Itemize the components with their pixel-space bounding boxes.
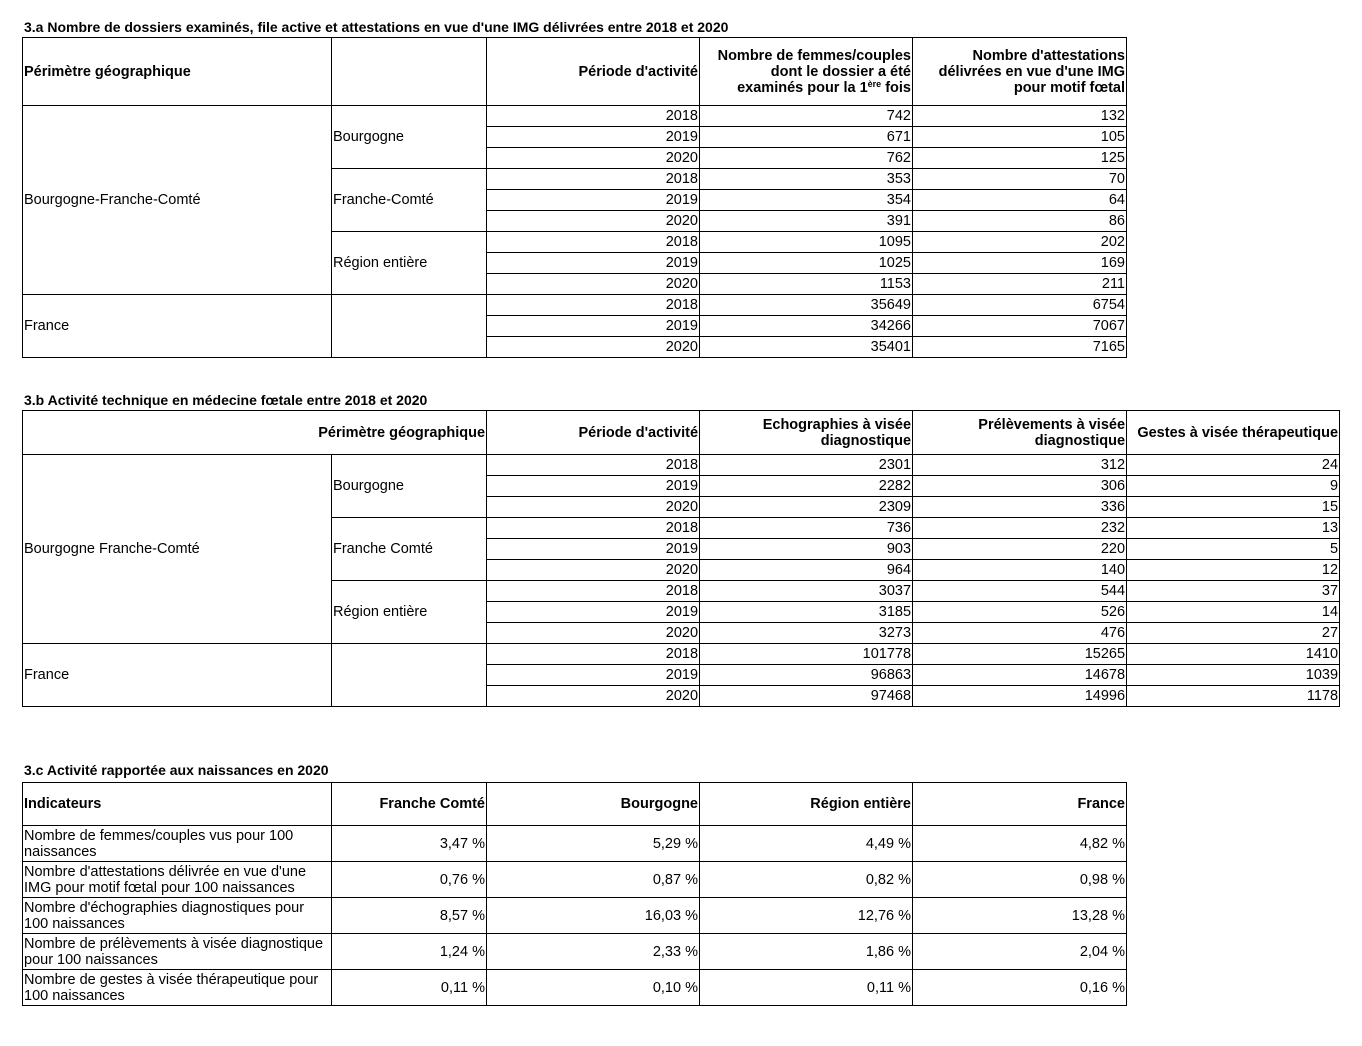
gestes-cell: 27 [1127,623,1340,644]
femmes-cell: 354 [700,190,913,211]
value-cell: 3,47 % [332,826,487,862]
value-cell: 0,87 % [487,862,700,898]
gestes-cell: 5 [1127,539,1340,560]
region-label-bfc: Bourgogne-Franche-Comté [23,106,332,295]
prelev-cell: 476 [913,623,1127,644]
value-cell: 0,82 % [700,862,913,898]
echo-cell: 101778 [700,644,913,665]
header-femmes-line3-text: examinés pour la 1 [737,79,868,96]
echo-cell: 96863 [700,665,913,686]
prelev-cell: 140 [913,560,1127,581]
year-cell: 2020 [487,274,700,295]
gestes-cell: 15 [1127,497,1340,518]
value-cell: 1,86 % [700,934,913,970]
value-cell: 4,82 % [913,826,1127,862]
attest-cell: 202 [913,232,1127,253]
header-prelevements [913,411,1127,455]
subregion-label-region-entiere: Région entière [332,232,487,295]
empty-cell [332,644,487,707]
echo-cell: 3273 [700,623,913,644]
table-c-header-row [23,783,1127,826]
header-femmes-sup: ère [867,78,882,89]
femmes-cell: 35649 [700,295,913,316]
value-cell: 2,33 % [487,934,700,970]
femmes-cell: 34266 [700,316,913,337]
header-perimetre: Périmètre géographique [23,38,332,106]
attest-cell: 125 [913,148,1127,169]
femmes-cell: 1025 [700,253,913,274]
table-row [23,826,1127,862]
gestes-cell: 9 [1127,476,1340,497]
echo-cell: 2309 [700,497,913,518]
table-row [23,898,1127,934]
table-a-header-row [23,38,1127,106]
gestes-cell: 37 [1127,581,1340,602]
gestes-cell: 12 [1127,560,1340,581]
value-cell: 12,76 % [700,898,913,934]
prelev-cell: 526 [913,602,1127,623]
table-row [23,644,1340,665]
attest-cell: 86 [913,211,1127,232]
year-cell: 2019 [487,127,700,148]
header-indicateurs: Indicateurs [23,783,332,826]
value-cell: 2,04 % [913,934,1127,970]
year-cell: 2018 [487,295,700,316]
prelev-cell: 232 [913,518,1127,539]
gestes-cell: 1410 [1127,644,1340,665]
header-femmes-line2: dont le dossier a été [770,63,911,80]
value-cell: 0,16 % [913,970,1127,1006]
prelev-cell: 14678 [913,665,1127,686]
header-franche-comte: Franche Comté [332,783,487,826]
prelev-cell: 544 [913,581,1127,602]
indicator-label: Nombre de gestes à visée thérapeutique pour 100 naissances [23,970,332,1006]
year-cell: 2019 [487,316,700,337]
header-attest-line2: délivrées en vue d'une IMG [938,63,1125,80]
prelev-cell: 312 [913,455,1127,476]
gestes-cell: 1039 [1127,665,1340,686]
indicator-label: Nombre d'attestations délivrée en vue d'une IMG pour motif fœtal pour 100 naissances [23,862,332,898]
year-cell: 2019 [487,665,700,686]
header-echographies [700,411,913,455]
indicator-label: Nombre de prélèvements à visée diagnostique pour 100 naissances [23,934,332,970]
femmes-cell: 671 [700,127,913,148]
femmes-cell: 391 [700,211,913,232]
femmes-cell: 762 [700,148,913,169]
header-attestations [913,38,1127,106]
femmes-cell: 1095 [700,232,913,253]
year-cell: 2019 [487,539,700,560]
prelev-cell: 220 [913,539,1127,560]
region-label-france: France [23,295,332,358]
femmes-cell: 35401 [700,337,913,358]
header-femmes [700,38,913,106]
header-femmes-line1: Nombre de femmes/couples [717,47,911,64]
subregion-label-bourgogne: Bourgogne [332,106,487,169]
year-cell: 2020 [487,497,700,518]
header-femmes-line3 [701,80,911,96]
header-periode: Période d'activité [487,38,700,106]
value-cell: 0,76 % [332,862,487,898]
year-cell: 2020 [487,560,700,581]
echo-cell: 97468 [700,686,913,707]
table-row [23,970,1127,1006]
echo-cell: 2301 [700,455,913,476]
prelev-cell: 306 [913,476,1127,497]
value-cell: 0,11 % [332,970,487,1006]
value-cell: 0,11 % [700,970,913,1006]
region-label-bfc: Bourgogne Franche-Comté [23,455,332,644]
header-region-entiere: Région entière [700,783,913,826]
year-cell: 2019 [487,190,700,211]
year-cell: 2020 [487,148,700,169]
prelev-cell: 336 [913,497,1127,518]
header-attest-line3: pour motif fœtal [1013,79,1125,96]
header-femmes-end: fois [881,79,911,96]
echo-cell: 3037 [700,581,913,602]
year-cell: 2020 [487,337,700,358]
table-b [22,410,1340,707]
echo-cell: 964 [700,560,913,581]
femmes-cell: 742 [700,106,913,127]
header-gestes: Gestes à visée thérapeutique [1127,411,1340,455]
table-row [23,862,1127,898]
year-cell: 2020 [487,686,700,707]
empty-cell [332,295,487,358]
year-cell: 2018 [487,455,700,476]
prelev-cell: 14996 [913,686,1127,707]
header-attest-line1: Nombre d'attestations [972,47,1125,64]
attest-cell: 105 [913,127,1127,148]
year-cell: 2020 [487,211,700,232]
attest-cell: 211 [913,274,1127,295]
femmes-cell: 353 [700,169,913,190]
value-cell: 1,24 % [332,934,487,970]
table-a [22,37,1127,358]
table-c [22,782,1127,1006]
gestes-cell: 1178 [1127,686,1340,707]
year-cell: 2018 [487,644,700,665]
subregion-label-franche-comte: Franche Comté [332,518,487,581]
year-cell: 2019 [487,476,700,497]
header-echo-line2: diagnostique [820,432,912,449]
table-b-header-row [23,411,1340,455]
indicator-label: Nombre d'échographies diagnostiques pour 100 naissances [23,898,332,934]
value-cell: 8,57 % [332,898,487,934]
section-b-title: 3.b Activité technique en médecine fœtale entre 2018 et 2020 [24,392,428,408]
table-row [23,106,1127,127]
year-cell: 2018 [487,518,700,539]
table-row [23,934,1127,970]
attest-cell: 169 [913,253,1127,274]
subregion-label-region-entiere: Région entière [332,581,487,644]
year-cell: 2018 [487,106,700,127]
prelev-cell: 15265 [913,644,1127,665]
echo-cell: 736 [700,518,913,539]
value-cell: 0,98 % [913,862,1127,898]
subregion-label-franche-comte: Franche-Comté [332,169,487,232]
year-cell: 2020 [487,623,700,644]
attest-cell: 6754 [913,295,1127,316]
value-cell: 13,28 % [913,898,1127,934]
gestes-cell: 14 [1127,602,1340,623]
year-cell: 2018 [487,232,700,253]
header-prelev-line2: diagnostique [1034,432,1126,449]
gestes-cell: 13 [1127,518,1340,539]
header-perimetre: Périmètre géographique [23,411,487,455]
year-cell: 2019 [487,602,700,623]
section-a-title: 3.a Nombre de dossiers examinés, file active et attestations en vue d'une IMG délivrées entre 2018 et 2020 [24,19,729,35]
header-prelev-line1: Prélèvements à visée [978,416,1126,433]
attest-cell: 7067 [913,316,1127,337]
echo-cell: 903 [700,539,913,560]
value-cell: 0,10 % [487,970,700,1006]
value-cell: 5,29 % [487,826,700,862]
echo-cell: 2282 [700,476,913,497]
section-c-title: 3.c Activité rapportée aux naissances en 2020 [24,762,329,778]
header-france: France [913,783,1127,826]
attest-cell: 132 [913,106,1127,127]
attest-cell: 64 [913,190,1127,211]
value-cell: 4,49 % [700,826,913,862]
header-bourgogne: Bourgogne [487,783,700,826]
header-empty [332,38,487,106]
value-cell: 16,03 % [487,898,700,934]
header-periode: Période d'activité [487,411,700,455]
year-cell: 2018 [487,169,700,190]
subregion-label-bourgogne: Bourgogne [332,455,487,518]
year-cell: 2018 [487,581,700,602]
attest-cell: 70 [913,169,1127,190]
femmes-cell: 1153 [700,274,913,295]
table-row [23,455,1340,476]
gestes-cell: 24 [1127,455,1340,476]
echo-cell: 3185 [700,602,913,623]
year-cell: 2019 [487,253,700,274]
header-echo-line1: Echographies à visée [762,416,912,433]
table-row [23,295,1127,316]
indicator-label: Nombre de femmes/couples vus pour 100 naissances [23,826,332,862]
attest-cell: 7165 [913,337,1127,358]
region-label-france: France [23,644,332,707]
